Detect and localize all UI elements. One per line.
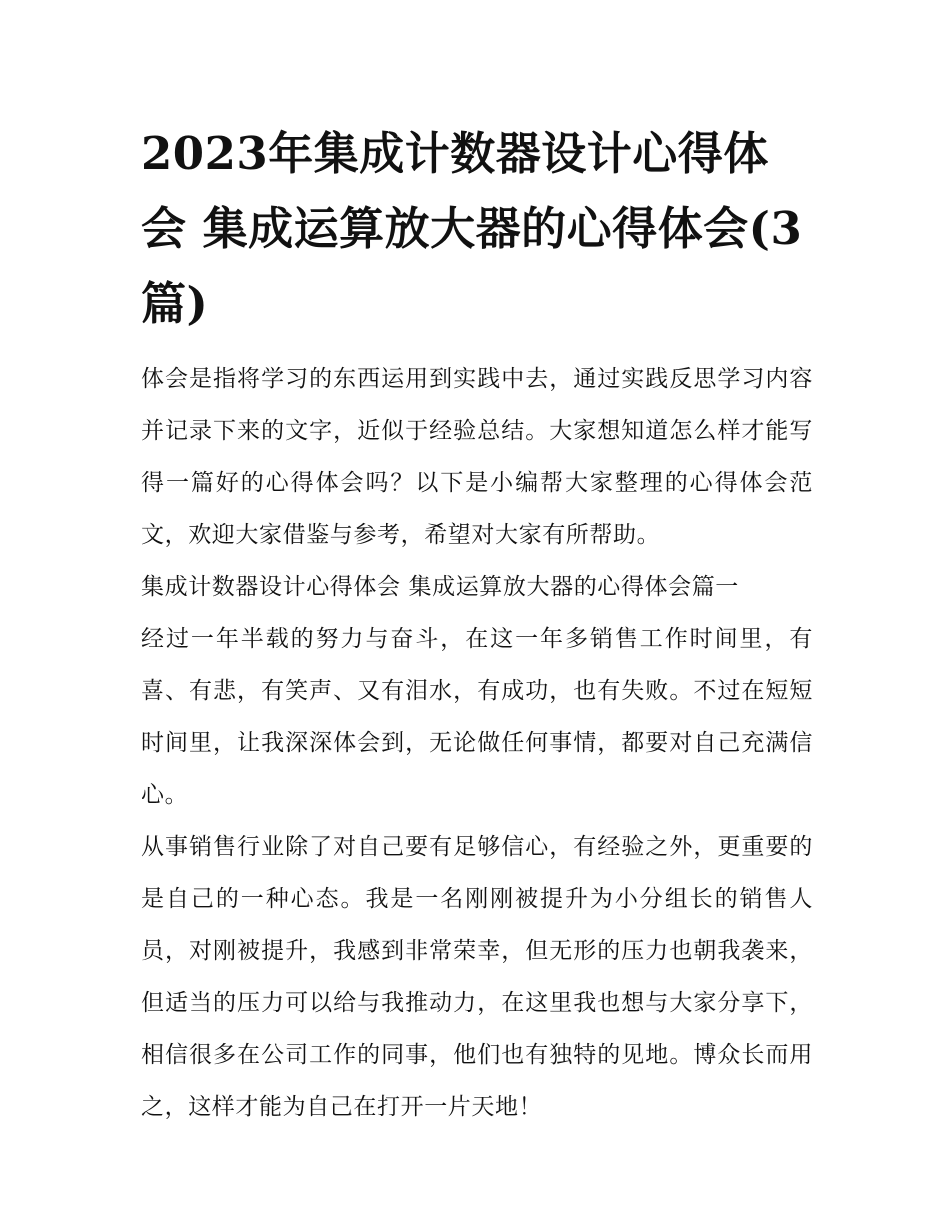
document-title: 2023年集成计数器设计心得体会 集成运算放大器的心得体会(3篇) (141, 127, 803, 330)
document-body (141, 353, 813, 1133)
intro-paragraph: 体会是指将学习的东西运用到实践中去，通过实践反思学习内容并记录下来的文字，近似于经验总结。大家想知道怎么样才能写得一篇好的心得体会吗？以下是小编帮大家整理的心得体会范文，欢迎大家借鉴与参考，希望对大家有所帮助。 (141, 366, 813, 548)
section-heading: 集成计数器设计心得体会 集成运算放大器的心得体会篇一 (141, 574, 739, 600)
document-page (141, 116, 813, 1133)
body-paragraph: 从事销售行业除了对自己要有足够信心，有经验之外，更重要的是自己的一种心态。我是一名刚刚被提升为小分组长的销售人员，对刚被提升，我感到非常荣幸，但无形的压力也朝我袭来，但适当的压力可以给与我推动力，在这里我也想与大家分享下，相信很多在公司工作的同事，他们也有独特的见地。博众长而用之，这样才能为自己在打开一片天地！ (141, 834, 813, 1120)
body-paragraph: 经过一年半载的努力与奋斗，在这一年多销售工作时间里，有喜、有悲，有笑声、又有泪水，有成功，也有失败。不过在短短时间里，让我深深体会到，无论做任何事情，都要对自己充满信心。 (141, 626, 813, 808)
